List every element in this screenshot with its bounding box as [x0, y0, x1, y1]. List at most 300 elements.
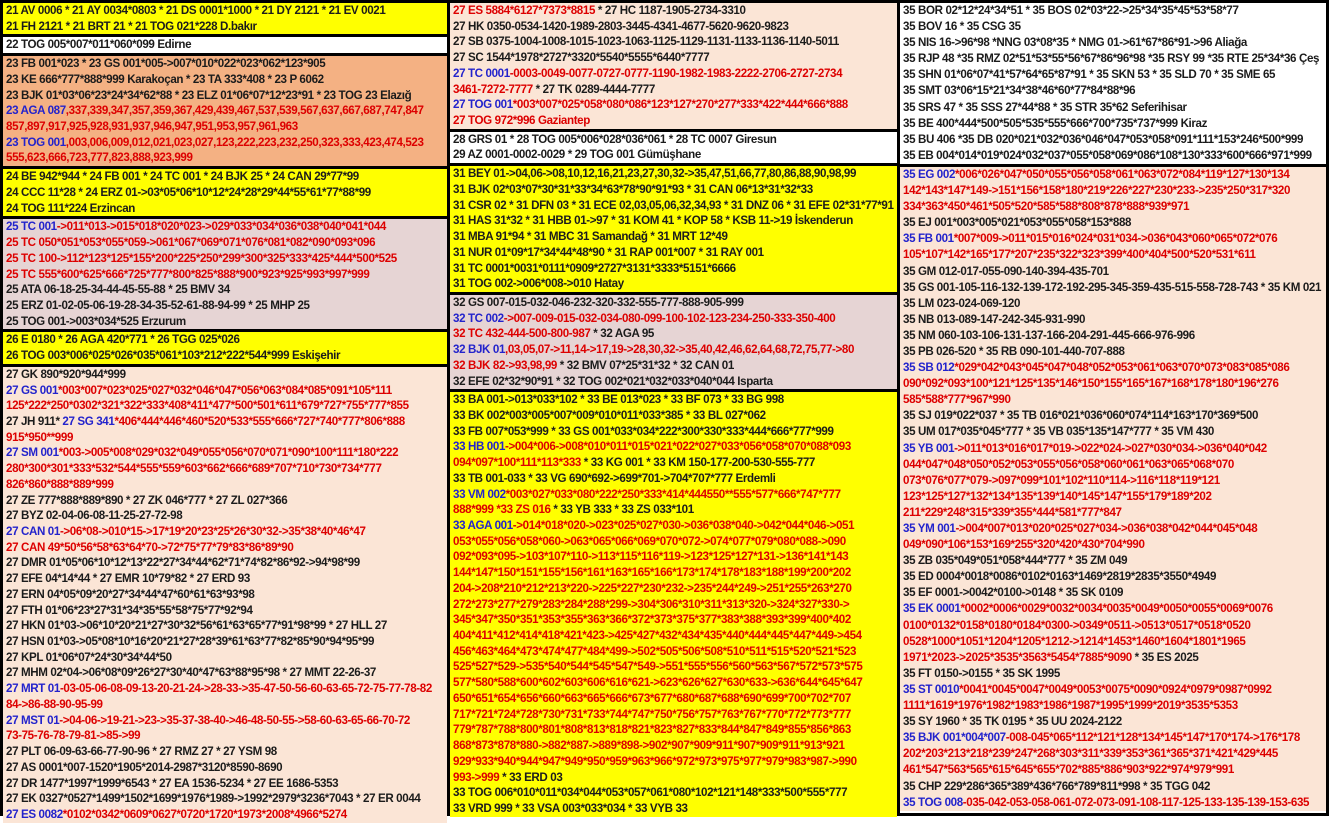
line-segment: ->014*018*020->023*025*027*030->036*038*040->042*044*046->051	[512, 519, 855, 532]
data-line	[453, 198, 897, 214]
section-26-eskisehir	[3, 332, 447, 366]
line-segment: 27 EFE 04*14*44 * 27 EMR 10*79*82 * 27 ERD 93	[6, 572, 250, 586]
line-segment: *003*027*033*080*222*250*333*414*444550**555*577*666*747*777	[505, 487, 841, 501]
data-line	[453, 691, 897, 707]
line-segment: 24 TOG 111*224 Erzincan	[6, 201, 135, 215]
line-segment: 717*721*724*728*730*731*733*744*747*750*756*757*763*767*770*772*773*777	[453, 707, 851, 721]
line-segment: 280*300*301*333*532*544*555*559*603*662*666*689*707*710*730*734*777	[6, 462, 382, 476]
line-segment: ->011*013*016*017*019->022*024->027*030*034->036*040*042	[954, 441, 1267, 455]
data-line	[6, 169, 447, 185]
line-segment: 125*222*250*0302*321*322*333*408*411*477*500*501*611*679*727*755*777*855	[6, 399, 409, 413]
data-line	[903, 730, 1326, 746]
data-line	[453, 581, 897, 597]
line-segment: 345*347*350*351*353*355*363*366*372*373*375*377*383*388*393*399*400*402	[453, 613, 851, 627]
data-line	[903, 714, 1326, 730]
data-line	[903, 247, 1326, 263]
data-line	[903, 682, 1326, 698]
data-line	[903, 666, 1326, 682]
data-line	[903, 618, 1326, 634]
line-segment: 35 GM 012-017-055-090-140-394-435-701	[903, 264, 1109, 278]
line-segment: 27 TOG 972*996 Gaziantep	[453, 114, 590, 128]
line-segment: 33 FB 007*053*999 * 33 GS 001*033*034*222*300*330*333*444*666*777*999	[453, 424, 834, 438]
line-segment: 868*873*878*880->882*887->889*898->902*907*909*911*907*909*911*913*921	[453, 739, 845, 753]
line-segment: 27 CAN 49*50*56*58*63*64*70->72*75*77*79*83*86*89*90	[6, 540, 294, 554]
data-line	[453, 424, 897, 440]
data-line	[6, 150, 447, 166]
line-segment: 0528*1000*1051*1204*1205*1212->1214*1453*1460*1604*1801*1965	[903, 634, 1246, 648]
line-segment: 23 KE 666*777*888*999 Karakoçan * 23 TA 333*408 * 23 P 6062	[6, 72, 324, 86]
data-line	[453, 487, 897, 503]
data-line	[453, 471, 897, 487]
data-line	[453, 113, 897, 129]
data-line	[453, 3, 897, 19]
data-line	[453, 549, 897, 565]
data-line	[6, 587, 447, 603]
line-segment: 35 FB 001	[903, 232, 954, 246]
data-line	[903, 344, 1326, 360]
line-segment: 33 VRD 999 * 33 VSA 003*033*034 * 33 VYB 33	[453, 801, 688, 815]
line-segment: 27 PLT 06-09-63-66-77-90-96 * 27 RMZ 27 * 27 YSM 98	[6, 745, 277, 759]
line-segment: 27 ZE 777*888*889*890 * 27 ZK 046*777 * 27 ZL 027*366	[6, 493, 288, 507]
line-segment: 24 BE 942*944 * 24 FB 001 * 24 TC 001 * 24 BJK 25 * 24 CAN 29*77*99	[6, 170, 359, 184]
data-line	[903, 264, 1326, 280]
line-segment: 25 ERZ 01-02-05-06-19-28-34-35-52-61-88-94-99 * 25 MHP 25	[6, 298, 310, 312]
line-segment: 272*273*277*279*283*284*288*299->304*306*310*311*313*320->324*327*330->	[453, 597, 850, 611]
data-line	[6, 383, 447, 399]
data-line	[453, 408, 897, 424]
line-segment: 31 HAS 31*32 * 31 HBB 01->97 * 31 KOM 41 * KOP 58 * KSB 11->19 İskenderun	[453, 214, 853, 228]
line-segment: -035-042-053-058-061-072-073-091-108-117-125-133-135-139-153-635	[962, 795, 1310, 809]
data-line	[453, 455, 897, 471]
section-31-hatay	[450, 166, 897, 295]
data-line	[6, 776, 447, 792]
line-segment: 35 LM 023-024-069-120	[903, 296, 1021, 310]
line-segment: 204->208*210*212*213*220->225*227*230*232->235*244*249->251*255*263*270	[453, 581, 852, 595]
data-line	[6, 807, 447, 823]
data-line	[903, 67, 1326, 83]
line-segment: 33 HB 001	[453, 440, 506, 454]
line-segment: 32 EFE 02*32*90*91 * 32 TOG 002*021*032*033*040*044 Isparta	[453, 374, 773, 388]
data-line	[903, 376, 1326, 392]
data-line	[453, 326, 897, 342]
line-segment: 23 BJK 01*03*06*23*24*34*62*88 * 23 ELZ 01*06*07*12*23*91 * 23 TOG 23 Elazığ	[6, 88, 412, 102]
line-segment: *029*042*043*045*047*048*052*053*061*063*070*073*083*085*086	[954, 361, 1290, 375]
data-line	[453, 518, 897, 534]
data-line	[6, 19, 447, 35]
line-segment: 27 CAN 01	[6, 525, 60, 538]
line-segment: 27 ES 5884*6127*7373*8815	[453, 4, 596, 17]
line-segment: 27 AS 0001*007-1520*1905*2014-2987*3120*8590-8690	[6, 760, 283, 774]
data-line	[453, 644, 897, 660]
line-segment: 888*999 *33 ZS 016	[453, 503, 551, 517]
data-line	[903, 83, 1326, 99]
line-segment: 24 CCC 11*28 * 24 ERZ 01->03*05*06*10*12*24*28*29*44*55*61*77*88*99	[6, 185, 371, 199]
line-segment: 27 HK 0350-0534-1420-1989-2803-3445-4341-4677-5620-9620-9823	[453, 19, 789, 33]
data-line	[903, 116, 1326, 132]
data-line	[903, 424, 1326, 440]
data-line	[453, 801, 897, 817]
data-line	[903, 167, 1326, 183]
data-line	[6, 3, 447, 19]
section-27-gaziantep-cont	[450, 3, 897, 132]
data-line	[6, 634, 447, 650]
data-line	[453, 659, 897, 675]
data-line	[903, 408, 1326, 424]
line-segment: 35 SJ 019*022*037 * 35 TB 016*021*036*060*074*114*163*170*369*500	[903, 409, 1259, 423]
line-segment: 27 MHM 02*04->06*08*09*26*27*30*40*47*63*88*95*98 * 27 MMT 22-26-37	[6, 666, 376, 680]
line-segment: 35 FT 0150->0155 * 35 SK 1995	[903, 666, 1060, 680]
line-segment: 35 CHP 229*286*365*389*436*766*789*811*998 * 35 TGG 042	[903, 779, 1211, 793]
line-segment: 32 TC 002	[453, 311, 504, 325]
line-segment: 092*093*095->103*107*110->113*115*116*119->123*125*127*131->136*141*143	[453, 550, 849, 564]
section-32-isparta	[450, 295, 897, 392]
data-line	[903, 569, 1326, 585]
line-segment: 25 TC 100->112*123*125*155*200*225*250*299*300*325*333*425*444*500*525	[6, 251, 397, 265]
section-25-erzurum	[3, 219, 447, 332]
line-segment: 105*107*142*165*177*207*235*322*323*399*400*404*500*520*531*611	[903, 248, 1256, 262]
line-segment: *003->005*008*029*032*049*055*056*070*071*090*100*111*180*222	[58, 446, 399, 460]
line-segment: 31 CSR 02 * 31 DFN 03 * 31 ECE 02,03,05,06,32,34,93 * 31 DNZ 06 * 31 EFE 02*31*77*91	[453, 198, 894, 212]
line-segment: 211*229*248*315*339*355*444*581*777*847	[903, 505, 1122, 519]
data-line	[903, 537, 1326, 553]
line-segment: 585*588*777*967*990	[903, 393, 1011, 407]
line-segment: *007*009->011*015*016*024*031*034->036*043*060*065*072*076	[953, 232, 1278, 246]
line-segment: 32 BJK 82->93,98,99	[453, 358, 557, 372]
data-line	[6, 201, 447, 217]
data-line	[903, 312, 1326, 328]
data-line	[453, 182, 897, 198]
data-line	[6, 88, 447, 104]
line-segment: 35 BJK 001*004*007	[903, 731, 1006, 745]
data-line	[903, 795, 1326, 811]
data-line	[6, 298, 447, 314]
data-line	[903, 601, 1326, 617]
line-segment: 35 NIS 16->96*98 *NNG 03*08*35 * NMG 01->61*67*86*91->96 Aliağa	[903, 36, 1247, 50]
data-line	[903, 505, 1326, 521]
data-line	[453, 82, 897, 98]
line-segment: 21 FH 2121 * 21 BRT 21 * 21 TOG 021*228 D.bakır	[6, 19, 257, 33]
line-segment: 27 DR 1477*1997*1999*6543 * 27 EA 1536-5234 * 27 EE 1686-5353	[6, 776, 339, 790]
line-segment: 27 SM 001	[6, 446, 59, 460]
line-segment: 33 AGA 001	[453, 519, 513, 532]
line-segment: * 32 AGA 95	[590, 327, 654, 341]
line-segment: 21 AV 0006 * 21 AY 0034*0803 * 21 DS 0001*1000 * 21 DY 2121 * 21 EV 0021	[6, 4, 386, 17]
line-segment: *0002*0006*0029*0032*0034*0035*0049*0050*0055*0069*0076	[960, 602, 1273, 616]
data-line	[6, 251, 447, 267]
data-line	[6, 430, 447, 446]
data-line	[903, 51, 1326, 67]
section-33-mersin	[450, 392, 897, 816]
line-segment: ->004*007*013*020*025*027*034->036*038*042*044*045*048	[955, 522, 1258, 535]
line-segment: 27 MST 01	[6, 713, 60, 727]
data-line	[6, 508, 447, 524]
data-line	[903, 360, 1326, 376]
line-segment: 3461-7272-7777	[453, 82, 533, 96]
data-line	[453, 785, 897, 801]
data-line	[453, 34, 897, 50]
data-line	[903, 19, 1326, 35]
line-segment: 25 ATA 06-18-25-34-44-45-55-88 * 25 BMV 34	[6, 283, 230, 297]
data-line	[6, 135, 447, 151]
data-line	[6, 650, 447, 666]
line-segment: 857,897,917,925,928,931,937,946,947,951,953,957,961,963	[6, 120, 298, 134]
data-line	[453, 147, 897, 163]
line-segment: 22 TOG 005*007*011*060*099 Edirne	[6, 38, 192, 52]
data-line	[6, 219, 447, 235]
line-segment: 35 RJP 48 *35 RMZ 02*51*53*55*56*67*86*96*98 *35 RSY 99 *35 RTE 25*34*36 Çeş	[903, 52, 1320, 66]
line-segment: 779*787*788*800*801*808*813*818*821*823*827*833*844*847*849*855*856*863	[453, 723, 851, 737]
column-3	[897, 3, 1329, 813]
line-segment: 35 EJ 001*003*005*021*053*055*058*153*888	[903, 216, 1132, 230]
line-segment: 35 EB 004*014*019*024*032*037*055*058*069*086*108*130*333*600*666*971*999	[903, 148, 1312, 162]
line-segment: * 33 KG 001 * 33 KM 150-177-200-530-555-777	[580, 456, 815, 470]
section-35-izmir-b	[900, 167, 1326, 811]
data-line	[453, 439, 897, 455]
data-line	[903, 199, 1326, 215]
line-segment: *406*444*446*460*520*533*555*666*727*740*777*806*888	[114, 414, 405, 428]
data-line	[453, 311, 897, 327]
data-line	[6, 398, 447, 414]
data-line	[6, 72, 447, 88]
data-line	[903, 100, 1326, 116]
line-segment: 25 TOG 001->003*034*525 Erzurum	[6, 314, 186, 328]
line-segment: ->004*006->008*010*011*015*021*022*027*033*056*058*070*088*093	[505, 440, 851, 454]
data-line	[453, 276, 897, 292]
line-segment: 044*047*048*050*052*053*055*056*058*060*061*063*065*068*070	[903, 457, 1234, 471]
line-segment: -03-05-06-08-09-13-20-21-24->28-33->35-47-50-56-60-63-65-72-75-77-78-82	[59, 682, 432, 696]
data-line	[903, 762, 1326, 778]
line-segment: 27 TOG 001	[453, 98, 513, 112]
line-segment: 35 YB 001	[903, 441, 955, 455]
section-27-gaziantep	[3, 367, 447, 823]
section-21-diyarbakir	[3, 3, 447, 37]
line-segment: 35 SY 1960 * 35 TK 0195 * 35 UU 2024-2122	[903, 715, 1122, 729]
line-segment: * 33 ERD 03	[499, 770, 563, 784]
data-line	[903, 650, 1326, 666]
data-line	[6, 119, 447, 135]
data-line	[453, 66, 897, 82]
line-segment: ,337,339,347,357,359,367,429,439,467,537,539,567,637,667,687,747,847	[65, 104, 424, 118]
line-segment: 27 BYZ 02-04-06-08-11-25-27-72-98	[6, 509, 183, 523]
line-segment: 27 GK 890*920*944*999	[6, 367, 126, 381]
line-segment: 31 TC 0001*0031*0111*0909*2727*3131*3333*5151*6666	[453, 261, 736, 275]
data-line	[6, 37, 447, 53]
line-segment: 27 SB 0375-1004-1008-1015-1023-1063-1125-1129-1131-1133-1136-1140-5011	[453, 35, 839, 49]
line-segment: 27 SC 1544*1978*2727*3320*5540*5555*6440*7777	[453, 51, 710, 65]
line-segment: 27 HSN 01*03->05*08*10*16*20*21*27*28*39*61*63*77*82*85*90*94*95*99	[6, 635, 375, 649]
line-segment: 31 MBA 91*94 * 31 MBC 31 Samandağ * 31 MRT 12*49	[453, 230, 728, 244]
data-line	[453, 534, 897, 550]
line-segment: 28 GRS 01 * 28 TOG 005*006*028*036*061 * 28 TC 0007 Giresun	[453, 132, 777, 146]
data-line	[453, 770, 897, 786]
data-line	[453, 597, 897, 613]
data-line	[903, 231, 1326, 247]
line-segment: 404*411*412*414*418*421*423->425*427*432*434*435*440*444*445*447*449->454	[453, 629, 862, 643]
data-line	[453, 675, 897, 691]
line-segment: 23 AGA 087	[6, 104, 66, 118]
line-segment: 090*092*093*100*121*125*135*146*150*155*165*167*168*178*180*196*276	[903, 377, 1279, 391]
data-line	[6, 618, 447, 634]
line-segment: * 27 HC 1187-1905-2734-3310	[595, 4, 746, 17]
line-segment: 826*860*888*889*999	[6, 477, 114, 491]
data-line	[903, 521, 1326, 537]
data-line	[903, 296, 1326, 312]
line-segment: 35 BE 400*444*500*505*535*555*666*700*735*737*999 Kiraz	[903, 116, 1208, 130]
section-24-erzincan	[3, 169, 447, 219]
line-segment: ->06*08->010*15->17*19*20*23*25*26*30*32->35*38*40*46*47	[59, 525, 366, 538]
column-2	[447, 3, 897, 813]
line-segment: 23 FB 001*023 * 23 GS 001*005->007*010*022*023*062*123*905	[6, 57, 326, 71]
data-line	[903, 585, 1326, 601]
data-line	[6, 445, 447, 461]
line-segment: 142*143*147*149->151*156*158*180*219*226*227*230*233->235*250*317*320	[903, 184, 1291, 198]
line-segment: 33 TOG 006*010*011*034*044*053*057*061*080*102*121*148*333*500*555*777	[453, 786, 848, 800]
line-segment: 33 VM 002	[453, 487, 506, 501]
line-segment: 35 NB 013-089-147-242-345-931-990	[903, 312, 1086, 326]
data-line	[903, 779, 1326, 795]
line-segment: ,03,05,07->11,14->17,19->28,30,32->35,40,42,46,62,64,68,72,75,77->80	[505, 343, 855, 357]
data-line	[903, 634, 1326, 650]
data-line	[453, 738, 897, 754]
section-23-elazig	[3, 56, 447, 169]
data-line	[903, 215, 1326, 231]
line-segment: ->04-06->19-21->23->35-37-38-40->46-48-50-55->58-60-63-65-66-70-72	[59, 713, 410, 727]
line-segment: 33 TB 001-033 * 33 VG 690*692->699*701->704*707*777 Erdemli	[453, 471, 776, 485]
line-segment: 23 TOG 001	[6, 135, 66, 149]
data-line	[6, 540, 447, 556]
data-line	[6, 603, 447, 619]
line-segment: 25 TC 001	[6, 220, 57, 234]
line-segment: 35 SHN 01*06*07*41*57*64*65*87*91 * 35 SKN 53 * 35 SLD 70 * 35 SME 65	[903, 68, 1276, 82]
line-segment: 27 EK 0327*0527*1499*1502*1699*1976*1989->1992*2979*3236*7043 * 27 ER 0044	[6, 792, 421, 806]
data-line	[453, 392, 897, 408]
line-segment: 27 GS 001	[6, 383, 59, 397]
data-line	[6, 332, 447, 348]
line-segment: 915*950**999	[6, 430, 74, 444]
line-segment: 73-75-76-78-79-81->85->99	[6, 729, 141, 743]
line-segment: 555,623,666,723,777,823,888,923,999	[6, 151, 193, 165]
line-segment: 35 ST 0010	[903, 682, 960, 696]
line-segment: 27 TC 0001	[453, 66, 510, 80]
line-segment: 35 TOG 008	[903, 795, 963, 809]
line-segment: 25 TC 555*600*625*666*725*777*800*825*888*900*923*925*993*997*999	[6, 267, 370, 281]
data-line	[903, 489, 1326, 505]
line-segment: 35 SRS 47 * 35 SSS 27*44*88 * 35 STR 35*62 Seferihisar	[903, 100, 1187, 114]
data-line	[903, 473, 1326, 489]
data-line	[453, 628, 897, 644]
line-segment: 929*933*940*944*947*949*950*959*963*966*972*973*975*977*979*983*987->990	[453, 754, 857, 768]
line-segment: 35 GS 001-105-116-132-139-172-192-295-345-359-435-515-558-728-743 * 35 KM 021	[903, 280, 1322, 294]
line-segment: 31 BJK 02*03*07*30*31*33*34*63*78*90*91*93 * 31 CAN 06*13*31*32*33	[453, 182, 813, 196]
section-28-29-giresun-gumushane	[450, 132, 897, 166]
line-segment: *0041*0045*0047*0049*0053*0075*0090*0924*0979*0987*0992	[959, 682, 1272, 696]
line-segment: *0102*0342*0609*0627*0720*1720*1973*2008*4966*5274	[62, 807, 347, 821]
line-segment: 123*125*127*132*134*135*139*140*145*147*155*179*189*202	[903, 489, 1212, 503]
line-segment: 35 NM 060-103-106-131-137-166-204-291-445-666-976-996	[903, 328, 1195, 342]
line-segment: 33 BK 002*003*005*007*009*010*011*033*385 * 33 BL 027*062	[453, 408, 766, 422]
data-line	[6, 681, 447, 697]
data-line	[903, 35, 1326, 51]
line-segment: 35 UM 017*035*045*777 * 35 VB 035*135*147*777 * 35 VM 430	[903, 425, 1214, 439]
line-segment: 049*090*106*153*169*255*320*420*430*704*990	[903, 538, 1145, 552]
line-segment: 053*055*056*058*060->063*065*066*069*070*072->074*077*079*080*088->090	[453, 534, 846, 548]
data-line	[6, 555, 447, 571]
data-line	[6, 56, 447, 72]
line-segment: 31 NUR 01*09*17*34*44*48*90 * 31 RAP 001*007 * 31 RAY 001	[453, 245, 764, 259]
data-line	[6, 348, 447, 364]
data-line	[903, 328, 1326, 344]
section-22-edirne	[3, 37, 447, 56]
data-line	[6, 267, 447, 283]
data-line	[6, 235, 447, 251]
data-line	[6, 571, 447, 587]
line-segment: -008-045*065*112*121*128*134*145*147*170*174->176*178	[1005, 731, 1300, 745]
line-segment: ->011*013->015*018*020*023->029*033*034*036*038*040*041*044	[56, 220, 386, 234]
line-segment: *006*026*047*050*055*056*058*061*063*072*084*119*127*130*134	[955, 167, 1290, 181]
data-line	[6, 744, 447, 760]
line-segment: 27 SG 341	[62, 414, 115, 428]
line-segment: 35 BU 406 *35 DB 020*021*032*036*046*047*053*058*091*111*153*246*500*999	[903, 132, 1304, 146]
data-line	[6, 665, 447, 681]
data-line	[453, 97, 897, 113]
line-segment: 35 ED 0004*0018*0086*0102*0163*1469*2819*2835*3550*4949	[903, 570, 1217, 584]
data-line	[6, 477, 447, 493]
data-line	[453, 342, 897, 358]
line-segment: * 33 YB 333 * 33 ZS 033*101	[550, 503, 694, 517]
data-line	[903, 3, 1326, 19]
line-segment: ,003,006,009,012,021,023,027,123,222,223,232,250,323,333,423,474,523	[65, 135, 424, 149]
data-line	[903, 392, 1326, 408]
data-line	[453, 213, 897, 229]
line-segment: 35 BOR 02*12*24*34*51 * 35 BOS 02*03*22->25*34*35*45*53*58*77	[903, 4, 1239, 17]
line-segment: 31 TOG 002->006*008->010 Hatay	[453, 277, 624, 291]
data-line	[6, 461, 447, 477]
line-segment: 33 BA 001->013*033*102 * 33 BE 013*023 * 33 BF 073 * 33 BG 998	[453, 393, 784, 407]
data-line	[453, 358, 897, 374]
line-segment: 35 SMT 03*06*15*21*34*38*46*60*77*84*88*96	[903, 84, 1136, 98]
line-segment: 25 TC 050*051*053*055*059->061*067*069*071*076*081*082*090*093*096	[6, 236, 376, 250]
line-segment: * 32 BMV 07*25*31*32 * 32 CAN 01	[556, 358, 734, 372]
data-line	[6, 414, 447, 430]
line-segment: -0003-0049-0077-0727-0777-1190-1982-1983-2222-2706-2727-2734	[509, 66, 843, 80]
data-line	[903, 457, 1326, 473]
line-segment: 32 BJK 01	[453, 343, 506, 357]
data-line	[453, 166, 897, 182]
line-segment: 202*203*213*218*239*247*268*303*311*339*353*361*365*371*421*429*445	[903, 747, 1278, 761]
line-segment: 27 DMR 01*05*06*10*12*13*22*27*34*44*62*71*74*82*86*92->94*98*99	[6, 556, 360, 570]
data-line	[453, 722, 897, 738]
data-line	[903, 746, 1326, 762]
data-line	[6, 524, 447, 540]
line-segment: 35 EF 0001->0042*0100->0148 * 35 SK 0109	[903, 586, 1124, 600]
line-segment: 27 HKN 01*03->06*10*20*21*27*30*32*56*61*63*65*77*91*98*99 * 27 HLL 27	[6, 619, 387, 633]
data-line	[6, 493, 447, 509]
data-line	[6, 760, 447, 776]
line-segment: 35 BOV 16 * 35 CSG 35	[903, 20, 1021, 34]
data-line	[453, 229, 897, 245]
data-line	[453, 132, 897, 148]
data-line	[903, 280, 1326, 296]
line-segment: 27 MRT 01	[6, 682, 60, 696]
line-segment: 1971*2023->2025*3535*3563*5454*7885*9090	[903, 650, 1132, 664]
section-35-izmir-a	[900, 3, 1326, 167]
data-line	[453, 707, 897, 723]
line-segment: 26 TOG 003*006*025*026*035*061*103*212*222*544*999 Eskişehir	[6, 349, 341, 363]
line-segment: 27 ERN 04*05*09*20*27*34*44*47*60*61*63*93*98	[6, 587, 255, 601]
data-line	[903, 183, 1326, 199]
line-segment: 27 FTH 01*06*23*27*31*34*35*55*58*75*77*92*94	[6, 603, 253, 617]
data-line	[6, 791, 447, 807]
